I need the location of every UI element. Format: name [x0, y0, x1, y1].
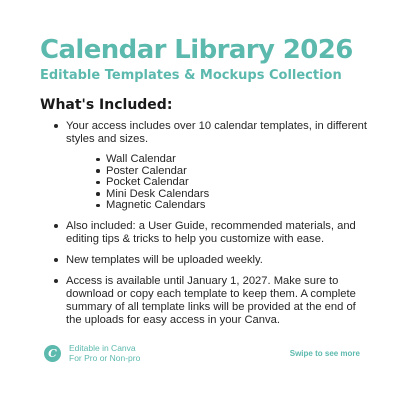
bullet-icon [54, 224, 58, 228]
bullet-icon [96, 192, 100, 196]
sub-list-item-text: Wall Calendar [106, 153, 176, 165]
bullet-icon [54, 258, 58, 262]
list-item-text: Also included: a User Guide, recommended materials, and editing tips & tricks to help you customize with ease. [66, 219, 356, 245]
section-heading: What's Included: [40, 97, 173, 113]
list-item-text: Access is available until January 1, 2027. Make sure to download or copy each template to keep them. A complete summary of all template links will be provided at the end of the uploads for easy access in your Canva. [66, 274, 356, 326]
canva-badge-text [69, 343, 140, 363]
list-item-text: New templates will be uploaded weekly. [66, 253, 263, 266]
canva-line-2: For Pro or Non-pro [69, 353, 141, 363]
canva-logo-icon: C [44, 345, 61, 362]
included-list [54, 120, 374, 335]
sub-list-item-text: Mini Desk Calendars [106, 187, 210, 200]
canva-line-1: Editable in Canva [69, 343, 136, 353]
bullet-icon [54, 279, 58, 283]
page-title: Calendar Library 2026 [40, 35, 353, 65]
list-item [54, 220, 374, 246]
list-item [54, 275, 374, 327]
list-item-text: Your access includes over 10 calendar templates, in different styles and sizes. [66, 120, 367, 145]
page-subtitle: Editable Templates & Mockups Collection [40, 68, 342, 83]
sub-list-item-text: Poster Calendar [106, 164, 187, 177]
sub-list-item [96, 200, 374, 212]
swipe-hint: Swipe to see more [289, 349, 360, 358]
calendar-types-list [96, 154, 374, 212]
bullet-icon [96, 158, 100, 162]
bullet-icon [96, 204, 100, 208]
list-item [54, 254, 374, 267]
canva-badge [44, 343, 140, 363]
sub-list-item-text: Pocket Calendar [106, 176, 189, 188]
sub-list-item-text: Magnetic Calendars [106, 199, 206, 211]
list-item [54, 120, 374, 212]
bullet-icon [54, 124, 58, 128]
bullet-icon [96, 169, 100, 173]
bullet-icon [96, 181, 100, 185]
